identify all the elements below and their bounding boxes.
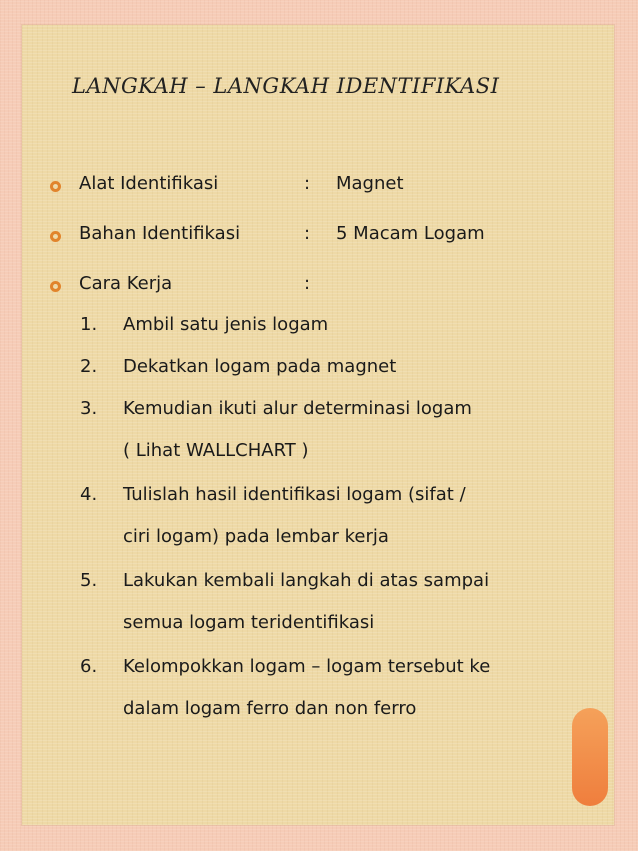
item-label-alat: Alat Identifikasi — [79, 173, 219, 194]
step-text: Lakukan kembali langkah di atas sampai — [123, 570, 490, 591]
step-number: 2. — [80, 356, 98, 377]
item-colon: : — [304, 273, 311, 294]
item-label-cara-kerja: Cara Kerja — [79, 273, 173, 294]
item-value-alat: Magnet — [336, 173, 404, 194]
step-number: 5. — [80, 570, 98, 591]
step-text-continued: ciri logam) pada lembar kerja — [123, 526, 389, 547]
bullet-icon — [50, 181, 61, 192]
bullet-icon — [50, 231, 61, 242]
item-colon: : — [304, 173, 311, 194]
item-colon: : — [304, 223, 311, 244]
step-text-continued: dalam logam ferro dan non ferro — [123, 698, 417, 719]
step-number: 3. — [80, 398, 98, 419]
step-text: Kelompokkan logam – logam tersebut ke — [123, 656, 491, 677]
step-text-continued: ( Lihat WALLCHART ) — [123, 440, 309, 461]
step-text-continued: semua logam teridentifikasi — [123, 612, 375, 633]
slide-title: LANGKAH – LANGKAH IDENTIFIKASI — [72, 74, 500, 98]
decorative-accent-bar — [572, 708, 608, 806]
step-text: Kemudian ikuti alur determinasi logam — [123, 398, 472, 419]
step-number: 4. — [80, 484, 98, 505]
step-number: 1. — [80, 314, 98, 335]
step-text: Dekatkan logam pada magnet — [123, 356, 397, 377]
bullet-icon — [50, 281, 61, 292]
step-text: Ambil satu jenis logam — [123, 314, 329, 335]
item-label-bahan: Bahan Identifikasi — [79, 223, 241, 244]
step-text: Tulislah hasil identifikasi logam (sifat / — [123, 484, 466, 505]
item-value-bahan: 5 Macam Logam — [336, 223, 485, 244]
step-number: 6. — [80, 656, 98, 677]
